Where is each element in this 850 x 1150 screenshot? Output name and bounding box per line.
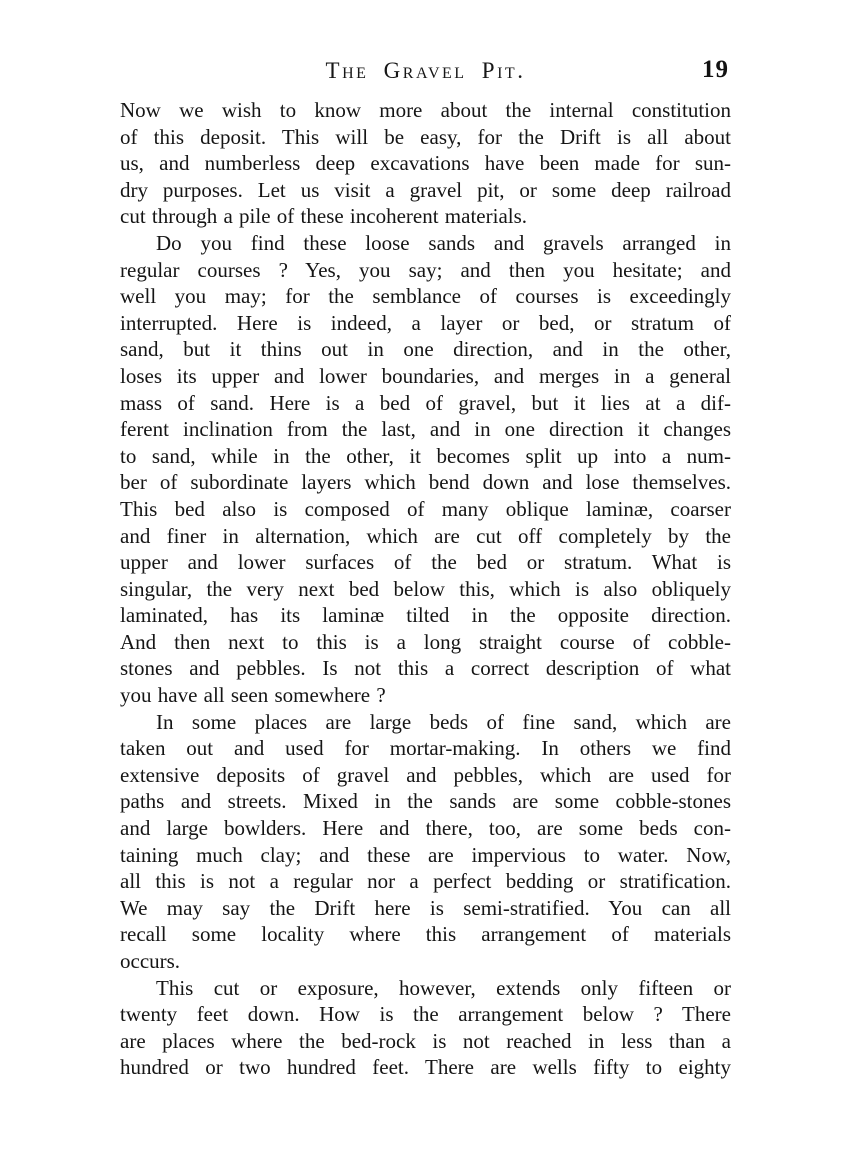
- text-line: And then next to this is a long straight course of cobble-: [120, 629, 731, 654]
- text-line: twenty feet down. How is the arrangement below ? There: [120, 1002, 731, 1027]
- text-line: This cut or exposure, however, extends only fifteen or: [156, 975, 731, 1000]
- text-line: ferent inclination from the last, and in one direction it changes: [120, 417, 731, 442]
- text-line: Now we wish to know more about the internal constitution: [120, 98, 731, 122]
- text-line: dry purposes. Let us visit a gravel pit, or some deep railroad: [120, 177, 731, 202]
- text-line: singular, the very next bed below this, which is also obliquely: [120, 576, 731, 601]
- running-title: The Gravel Pit.: [325, 58, 526, 83]
- text-line: In some places are large beds of fine sand, which are: [156, 709, 731, 734]
- text-line: taining much clay; and these are impervious to water. Now,: [120, 842, 731, 867]
- page-header: [120, 56, 731, 88]
- paragraph: [120, 709, 731, 975]
- text-line: ber of subordinate layers which bend down and lose themselves.: [120, 470, 731, 495]
- text-line: This bed also is composed of many oblique laminæ, coarser: [120, 496, 731, 521]
- text-line: hundred or two hundred feet. There are wells fifty to eighty: [120, 1055, 731, 1080]
- text-line: sand, but it thins out in one direction, and in the other,: [120, 337, 731, 362]
- text-line: loses its upper and lower boundaries, and merges in a general: [120, 363, 731, 388]
- text-line: Do you find these loose sands and gravels arranged in: [156, 230, 731, 255]
- text-line: taken out and used for mortar-making. In others we find: [120, 736, 731, 761]
- text-line: and large bowlders. Here and there, too, are some beds con-: [120, 816, 731, 841]
- text-line: occurs.: [120, 949, 181, 973]
- paragraph: [120, 230, 731, 709]
- text-line: extensive deposits of gravel and pebbles, which are used for: [120, 762, 731, 787]
- text-line: recall some locality where this arrangement of materials: [120, 922, 731, 947]
- text-line: stones and pebbles. Is not this a correct description of what: [120, 656, 731, 681]
- text-line: regular courses ? Yes, you say; and then you hesitate; and: [120, 257, 731, 282]
- text-line: cut through a pile of these incoherent materials.: [120, 204, 528, 229]
- text-line: mass of sand. Here is a bed of gravel, but it lies at a dif-: [120, 390, 731, 415]
- text-line: interrupted. Here is indeed, a layer or bed, or stratum of: [120, 310, 731, 335]
- text-line: to sand, while in the other, it becomes split up into a num-: [120, 443, 731, 468]
- paragraph: [120, 97, 731, 230]
- text-line: laminated, has its laminæ tilted in the opposite direction.: [120, 603, 731, 628]
- text-line: paths and streets. Mixed in the sands are some cobble-stones: [120, 789, 731, 814]
- text-line: and finer in alternation, which are cut off completely by the: [120, 523, 731, 548]
- text-line: are places where the bed-rock is not reached in less than a: [120, 1028, 731, 1053]
- text-line: well you may; for the semblance of courses is exceedingly: [120, 284, 731, 309]
- text-line: We may say the Drift here is semi-stratified. You can all: [120, 895, 731, 920]
- text-line: us, and numberless deep excavations have been made for sun-: [120, 151, 731, 176]
- text-line: you have all seen somewhere ?: [120, 683, 386, 708]
- text-line: upper and lower surfaces of the bed or stratum. What is: [120, 550, 731, 575]
- text-line: all this is not a regular nor a perfect bedding or stratification.: [120, 869, 731, 894]
- paragraph: [120, 975, 731, 1081]
- page-body: [120, 97, 731, 1081]
- page-number: 19: [702, 56, 729, 83]
- text-line: of this deposit. This will be easy, for the Drift is all about: [120, 124, 731, 149]
